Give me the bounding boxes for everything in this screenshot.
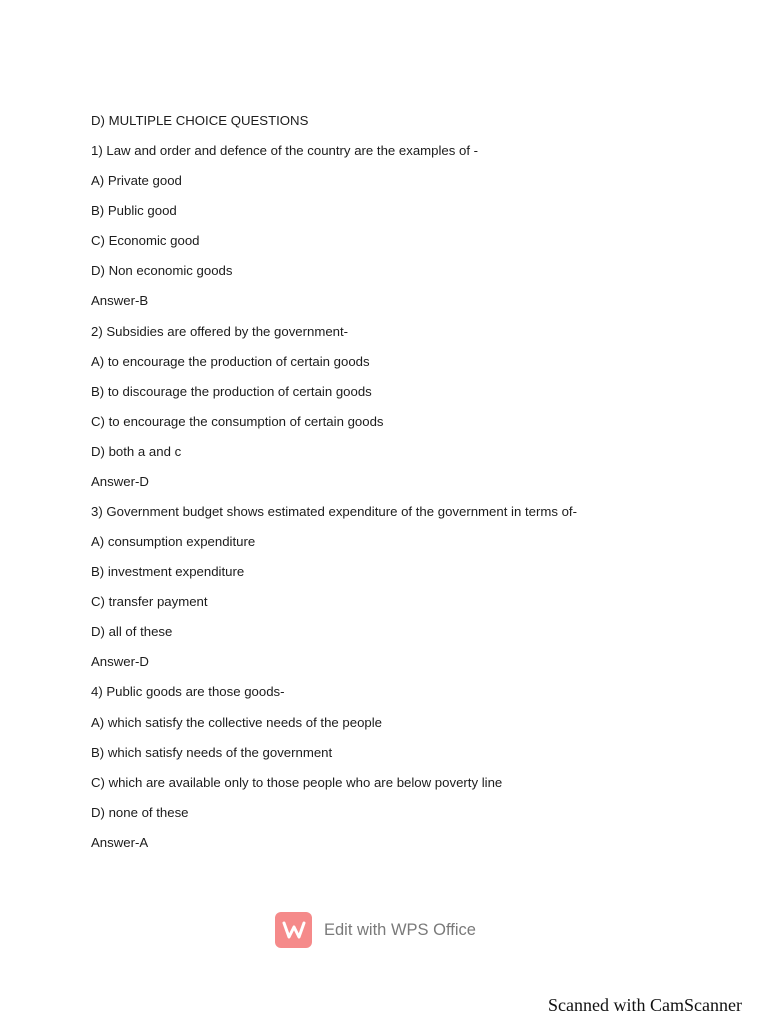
option-text: D) both a and c <box>91 443 182 459</box>
option-text: A) which satisfy the collective needs of the people <box>91 714 383 730</box>
camscanner-watermark: Scanned with CamScanner <box>548 995 742 1015</box>
wps-logo-icon <box>275 912 312 948</box>
option-text: C) transfer payment <box>91 594 208 610</box>
option-text: B) investment expenditure <box>91 564 245 580</box>
option-text: C) Economic good <box>91 233 200 249</box>
answer-text: Answer-D <box>91 654 149 670</box>
question-text: 4) Public goods are those goods- <box>91 684 285 700</box>
option-text: A) Private good <box>91 173 182 189</box>
option-text: C) to encourage the consumption of certain goods <box>91 413 384 429</box>
question-text: 3) Government budget shows estimated expenditure of the government in terms of- <box>91 504 577 520</box>
wps-edit-banner[interactable] <box>275 912 476 948</box>
option-text: B) Public good <box>91 203 177 219</box>
option-text: D) all of these <box>91 624 173 640</box>
question-text: 1) Law and order and defence of the country are the examples of - <box>91 143 479 159</box>
answer-text: Answer-B <box>91 293 149 309</box>
option-text: B) to discourage the production of certain goods <box>91 383 372 399</box>
option-text: C) which are available only to those people who are below poverty line <box>91 774 503 790</box>
answer-text: Answer-D <box>91 473 149 489</box>
section-heading: D) MULTIPLE CHOICE QUESTIONS <box>91 113 309 128</box>
answer-text: Answer-A <box>91 834 149 850</box>
option-text: A) consumption expenditure <box>91 534 256 550</box>
document-body <box>91 106 577 858</box>
option-text: D) Non economic goods <box>91 263 233 279</box>
wps-edit-label: Edit with WPS Office <box>324 920 476 939</box>
question-text: 2) Subsidies are offered by the government- <box>91 323 349 339</box>
option-text: D) none of these <box>91 804 189 820</box>
option-text: A) to encourage the production of certain goods <box>91 353 370 369</box>
option-text: B) which satisfy needs of the government <box>91 744 333 760</box>
